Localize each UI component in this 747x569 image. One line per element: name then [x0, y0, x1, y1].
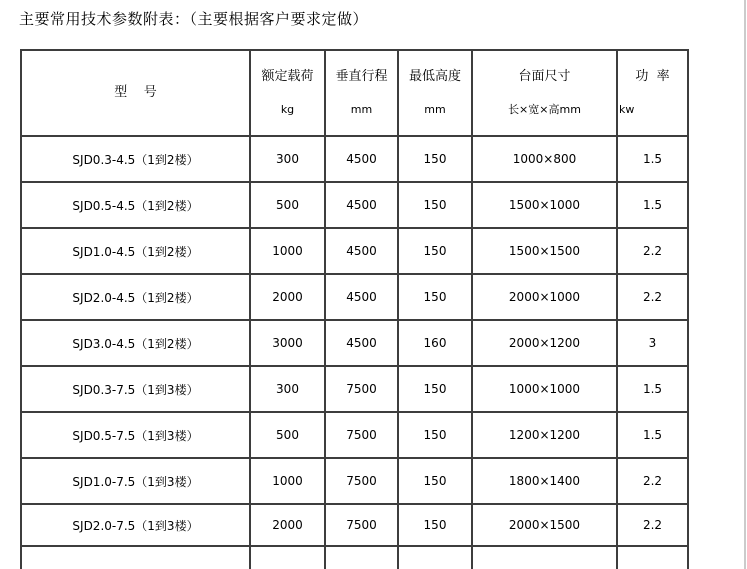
- column-label: 额定载荷: [261, 69, 314, 84]
- column-unit: kg: [280, 103, 295, 116]
- value-cell: 2000: [250, 504, 325, 546]
- value-cell: 1800×1400: [472, 458, 617, 504]
- header-row: [21, 50, 688, 136]
- column-unit: kw: [619, 103, 635, 116]
- value-cell: 7500: [325, 412, 398, 458]
- model-cell: SJD0.5-7.5（1到3楼）: [21, 412, 250, 458]
- value-cell: 7500: [325, 504, 398, 546]
- column-label: 最低高度: [408, 69, 461, 84]
- column-header-content: [618, 51, 687, 135]
- parameters-table-container: [20, 49, 689, 569]
- value-cell: 4500: [325, 136, 398, 182]
- value-cell: 500: [250, 182, 325, 228]
- value-cell: 2000: [250, 274, 325, 320]
- model-cell: SJD1.0-7.5（1到3楼）: [21, 458, 250, 504]
- value-cell: 160: [398, 320, 472, 366]
- value-cell: 150: [398, 366, 472, 412]
- column-header-2: [325, 50, 398, 136]
- value-cell: 2000×1000: [472, 274, 617, 320]
- column-label: 垂直行程: [335, 69, 388, 84]
- model-cell: SJD2.0-7.5（1到3楼）: [21, 504, 250, 546]
- model-cell: SJD0.3-4.5（1到2楼）: [21, 136, 250, 182]
- value-cell: 300: [250, 366, 325, 412]
- value-cell: 2000×1500: [472, 504, 617, 546]
- model-cell: SJD0.3-7.5（1到3楼）: [21, 366, 250, 412]
- value-cell: 1500×1500: [472, 228, 617, 274]
- value-cell: 150: [398, 136, 472, 182]
- value-cell: 4500: [325, 228, 398, 274]
- value-cell: 3000: [250, 320, 325, 366]
- column-header-3: [398, 50, 472, 136]
- empty-cell: [250, 546, 325, 569]
- value-cell: 1000×1000: [472, 366, 617, 412]
- value-cell: 1.5: [617, 412, 688, 458]
- value-cell: 1000: [250, 458, 325, 504]
- value-cell: 1000×800: [472, 136, 617, 182]
- value-cell: 2.2: [617, 504, 688, 546]
- column-label: 型 号: [114, 85, 157, 100]
- value-cell: 2000×1200: [472, 320, 617, 366]
- column-header-4: [472, 50, 617, 136]
- table-body: [21, 136, 688, 569]
- value-cell: 150: [398, 458, 472, 504]
- value-cell: 1200×1200: [472, 412, 617, 458]
- value-cell: 1000: [250, 228, 325, 274]
- table-row: [21, 504, 688, 546]
- value-cell: 7500: [325, 458, 398, 504]
- value-cell: 1500×1000: [472, 182, 617, 228]
- table-row: [21, 136, 688, 182]
- value-cell: 300: [250, 136, 325, 182]
- empty-cell: [398, 546, 472, 569]
- value-cell: 2.2: [617, 274, 688, 320]
- empty-cell: [472, 546, 617, 569]
- value-cell: 150: [398, 412, 472, 458]
- table-row: [21, 182, 688, 228]
- model-cell: SJD2.0-4.5（1到2楼）: [21, 274, 250, 320]
- value-cell: 150: [398, 228, 472, 274]
- value-cell: 4500: [325, 182, 398, 228]
- value-cell: 150: [398, 504, 472, 546]
- empty-cell: [617, 546, 688, 569]
- value-cell: 4500: [325, 320, 398, 366]
- value-cell: 4500: [325, 274, 398, 320]
- column-label: 台面尺寸: [518, 69, 571, 84]
- table-row: [21, 412, 688, 458]
- column-label: 功 率: [635, 69, 670, 84]
- model-cell: SJD3.0-4.5（1到2楼）: [21, 320, 250, 366]
- table-row-clipped: [21, 546, 688, 569]
- table-row: [21, 228, 688, 274]
- table-header: [21, 50, 688, 136]
- column-header-content: [326, 51, 397, 135]
- column-unit: 长×宽×高mm: [508, 103, 581, 116]
- column-header-1: [250, 50, 325, 136]
- model-cell: SJD0.5-4.5（1到2楼）: [21, 182, 250, 228]
- value-cell: 7500: [325, 366, 398, 412]
- value-cell: 3: [617, 320, 688, 366]
- value-cell: 1.5: [617, 136, 688, 182]
- page-title: 主要常用技术参数附表：（主要根据客户要求定做）: [19, 10, 369, 28]
- column-header-0: [21, 50, 250, 136]
- table-row: [21, 458, 688, 504]
- parameters-table: [20, 49, 689, 569]
- value-cell: 1.5: [617, 366, 688, 412]
- value-cell: 2.2: [617, 458, 688, 504]
- value-cell: 1.5: [617, 182, 688, 228]
- empty-cell: [325, 546, 398, 569]
- empty-cell: [21, 546, 250, 569]
- value-cell: 150: [398, 274, 472, 320]
- value-cell: 150: [398, 182, 472, 228]
- page-edge-line: [744, 0, 746, 569]
- value-cell: 500: [250, 412, 325, 458]
- table-row: [21, 274, 688, 320]
- model-cell: SJD1.0-4.5（1到2楼）: [21, 228, 250, 274]
- column-header-content: [473, 51, 616, 135]
- table-row: [21, 320, 688, 366]
- column-header-content: [22, 51, 249, 135]
- table-row: [21, 366, 688, 412]
- column-header-content: [399, 51, 471, 135]
- column-header-content: [251, 51, 324, 135]
- value-cell: 2.2: [617, 228, 688, 274]
- column-unit: mm: [350, 103, 373, 116]
- column-header-5: [617, 50, 688, 136]
- column-unit: mm: [424, 103, 446, 116]
